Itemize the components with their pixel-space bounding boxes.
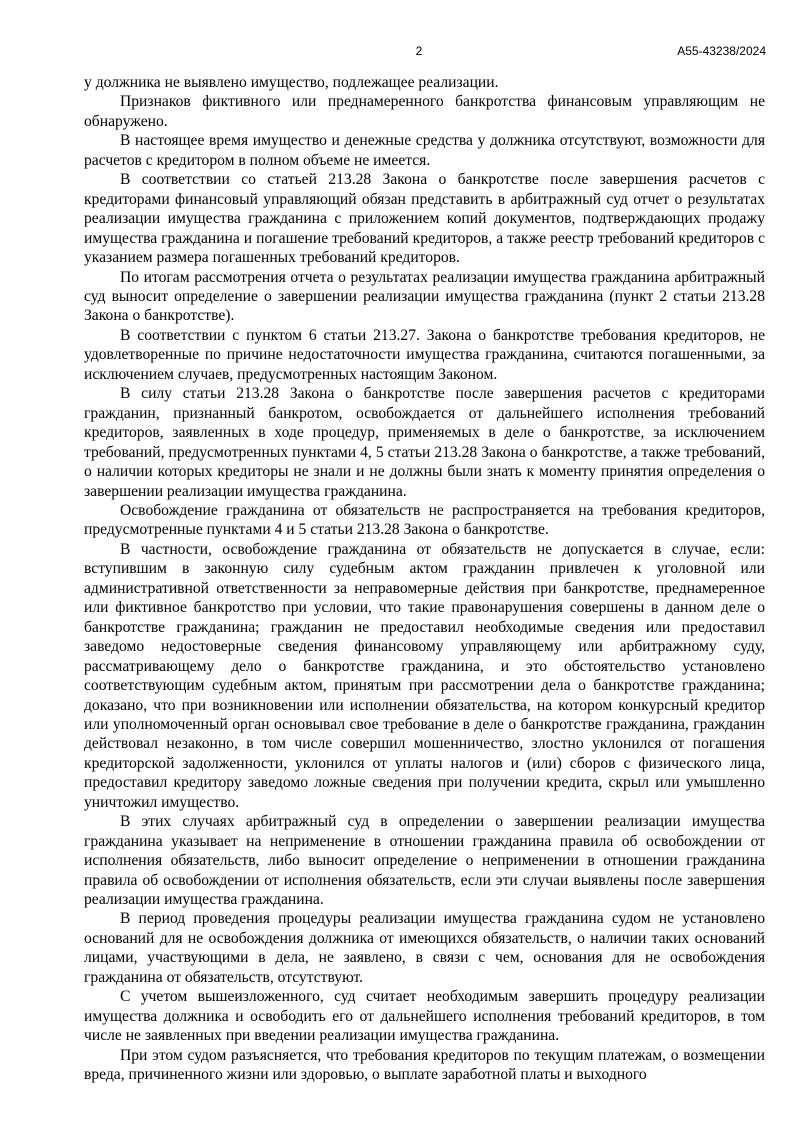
paragraph: Признаков фиктивного или преднамеренного банкротства финансовым управляющим не обнаружено. <box>84 93 765 130</box>
paragraph: С учетом вышеизложенного, суд считает необходимым завершить процедуру реализации имущества должника и освободить его от дальнейшего исполнения требований кредиторов, в том числе не заявленных при введении реализации имущества гражданина. <box>84 988 765 1045</box>
document-body <box>84 73 765 1085</box>
paragraph: В настоящее время имущество и денежные средства у должника отсутствуют, возможности для расчетов с кредитором в полном объеме не имеется. <box>84 132 765 169</box>
paragraph: По итогам рассмотрения отчета о результатах реализации имущества гражданина арбитражный суд выносит определение о завершении реализации имущества гражданина (пункт 2 статьи 213.28 Закона о банкротстве). <box>84 268 765 325</box>
paragraph: В этих случаях арбитражный суд в определении о завершении реализации имущества гражданина указывает на неприменение в отношении гражданина правила об освобождении от исполнения обязательств, либо выносит определение о неприменении в отношении гражданина правила об освобождении от исполнения обязательств, если эти случаи выявлены после завершения реализации имущества гражданина. <box>84 813 765 909</box>
paragraph: В силу статьи 213.28 Закона о банкротстве после завершения расчетов с кредиторами гражданин, признанный банкротом, освобождается от дальнейшего исполнения требований кредиторов, заявленных в ходе процедур, применяемых в деле о банкротстве, за исключением требований, предусмотренных пунктами 4, 5 статьи 213.28 Закона о банкротстве, а также требований, о наличии которых кредиторы не знали и не должны были знать к моменту принятия определения о завершении реализации имущества гражданина. <box>84 385 765 500</box>
paragraph: При этом судом разъясняется, что требования кредиторов по текущим платежам, о возмещении вреда, причиненного жизни или здоровью, о выплате заработной платы и выходного <box>84 1046 765 1084</box>
paragraph: В соответствии с пунктом 6 статьи 213.27. Закона о банкротстве требования кредиторов, не удовлетворенные по причине недостаточности имущества гражданина, считаются погашенными, за исключением случаев, предусмотренных настоящим Законом. <box>84 326 765 383</box>
case-number: А55-43238/2024 <box>677 44 766 58</box>
paragraph: В период проведения процедуры реализации имущества гражданина судом не установлено оснований для не освобождения должника от имеющихся обязательств, о наличии таких оснований лицами, участвующими в дела, не заявлено, в связи с чем, основания для не освобождения гражданина от обязательств, отсутствуют. <box>84 910 765 986</box>
paragraph: В частности, освобождение гражданина от обязательств не допускается в случае, если: вступившим в законную силу судебным актом гражданин привлечен к уголовной или административной ответственности за неправомерные действия при банкротстве, преднамеренное или фиктивное банкротство при условии, что такие правонарушения совершены в данном деле о банкротстве гражданина; гражданин не предоставил необходимые сведения или предоставил заведомо недостоверные сведения финансовому управляющему или арбитражному суду, рассматривающему дело о банкротстве гражданина, и это обстоятельство установлено соответствующим судебным актом, принятым при рассмотрении дела о банкротстве гражданина; доказано, что при возникновении или исполнении обязательства, на котором конкурсный кредитор или уполномоченный орган основывал свое требование в деле о банкротстве гражданина, гражданин действовал незаконно, в том числе совершил мошенничество, злостно уклонился от погашения кредиторской задолженности, уклонился от уплаты налогов и (или) сборов с физического лица, предоставил кредитору заведомо ложные сведения при получении кредита, скрыл или умышленно уничтожил имущество. <box>84 540 765 811</box>
paragraph: у должника не выявлено имущество, подлежащее реализации. <box>84 74 499 91</box>
paragraph: Освобождение гражданина от обязательств не распространяется на требования кредиторов, предусмотренные пунктами 4 и 5 статьи 213.28 Закона о банкротстве. <box>84 501 765 539</box>
paragraph: В соответствии со статьей 213.28 Закона о банкротстве после завершения расчетов с кредиторами финансовый управляющий обязан представить в арбитражный суд отчет о результатах реализации имущества гражданина с приложением копий документов, подтверждающих продажу имущества гражданина и погашение требований кредиторов, а также реестр требований кредиторов с указанием размера погашенных требований кредиторов. <box>84 171 765 267</box>
page-number: 2 <box>415 44 423 58</box>
